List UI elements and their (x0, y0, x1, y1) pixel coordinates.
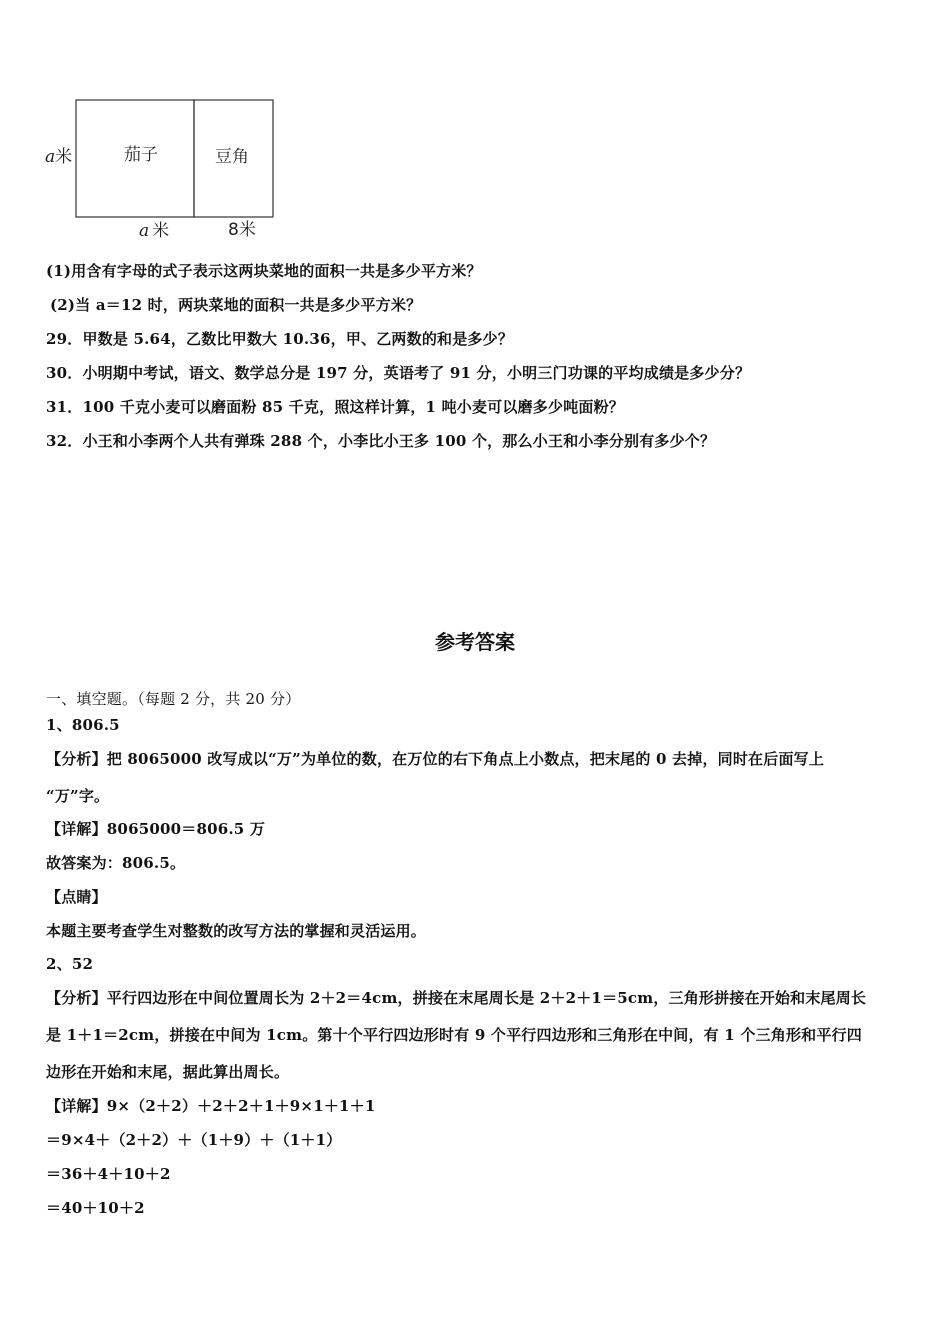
answer-1-analysis-line-2: “万”字。 (46, 787, 110, 805)
answer-2-analysis-line-1: 【分析】平行四边形在中间位置周长为 2＋2＝4cm，拼接在末尾周长是 2＋2＋1＝5cm，三角形拼接在开始和末尾周长 (46, 989, 867, 1007)
plots-diagram (44, 96, 284, 246)
answer-1-number: 1、806.5 (46, 716, 120, 734)
answer-1-conclusion: 故答案为：806.5。 (46, 854, 186, 872)
answer-2-detail-line-4: ＝40＋10＋2 (46, 1199, 145, 1217)
vegetable-plots-figure (44, 96, 284, 246)
section-heading: 一、填空题。（每题 2 分，共 20 分） (46, 690, 301, 708)
answers-title: 参考答案 (435, 630, 515, 654)
answer-1-analysis-line-1: 【分析】把 8065000 改写成以“万”为单位的数，在万位的右下角点上小数点，把末尾的 0 去掉，同时在后面写上 (46, 750, 825, 768)
answer-2-number: 2、52 (46, 955, 94, 973)
answer-2-analysis-line-3: 边形在开始和末尾，据此算出周长。 (46, 1063, 290, 1081)
question-31: 31．100 千克小麦可以磨面粉 85 千克，照这样计算，1 吨小麦可以磨多少吨面粉？ (46, 398, 624, 416)
side-length-label: a米 (45, 147, 73, 167)
question-30: 30．小明期中考试，语文、数学总分是 197 分，英语考了 91 分，小明三门功课的平均成绩是多少分？ (46, 364, 751, 382)
bean-label: 豆角 (215, 147, 249, 167)
answer-1-comment-head: 【点睛】 (46, 888, 107, 906)
answer-1-comment-body: 本题主要考查学生对整数的改写方法的掌握和灵活运用。 (46, 922, 427, 940)
question-28-part-2: (2)当 a＝12 时，两块菜地的面积一共是多少平方米？ (50, 296, 422, 314)
answer-2-detail-line-2: ＝9×4＋（2＋2）＋（1＋9）＋（1＋1） (46, 1131, 342, 1149)
question-29: 29．甲数是 5.64，乙数比甲数大 10.36，甲、乙两数的和是多少？ (46, 330, 514, 348)
answer-1-detail: 【详解】8065000＝806.5 万 (46, 820, 266, 838)
question-32: 32．小王和小李两个人共有弹珠 288 个，小李比小王多 100 个，那么小王和小李分别有多少个？ (46, 432, 716, 450)
question-28-part-1: (1)用含有字母的式子表示这两块菜地的面积一共是多少平方米？ (46, 262, 482, 280)
answer-2-detail-line-3: ＝36＋4＋10＋2 (46, 1165, 171, 1183)
eggplant-label: 茄子 (124, 145, 158, 165)
answer-2-detail-line-1: 【详解】9×（2＋2）＋2＋2＋1＋9×1＋1＋1 (46, 1097, 376, 1115)
bottom-left-length-label: a 米 (139, 221, 170, 241)
answer-2-analysis-line-2: 是 1＋1＝2cm，拼接在中间为 1cm。第十个平行四边形时有 9 个平行四边形和三角形在中间，有 1 个三角形和平行四 (46, 1026, 862, 1044)
bottom-right-length-label: 8米 (228, 220, 256, 240)
